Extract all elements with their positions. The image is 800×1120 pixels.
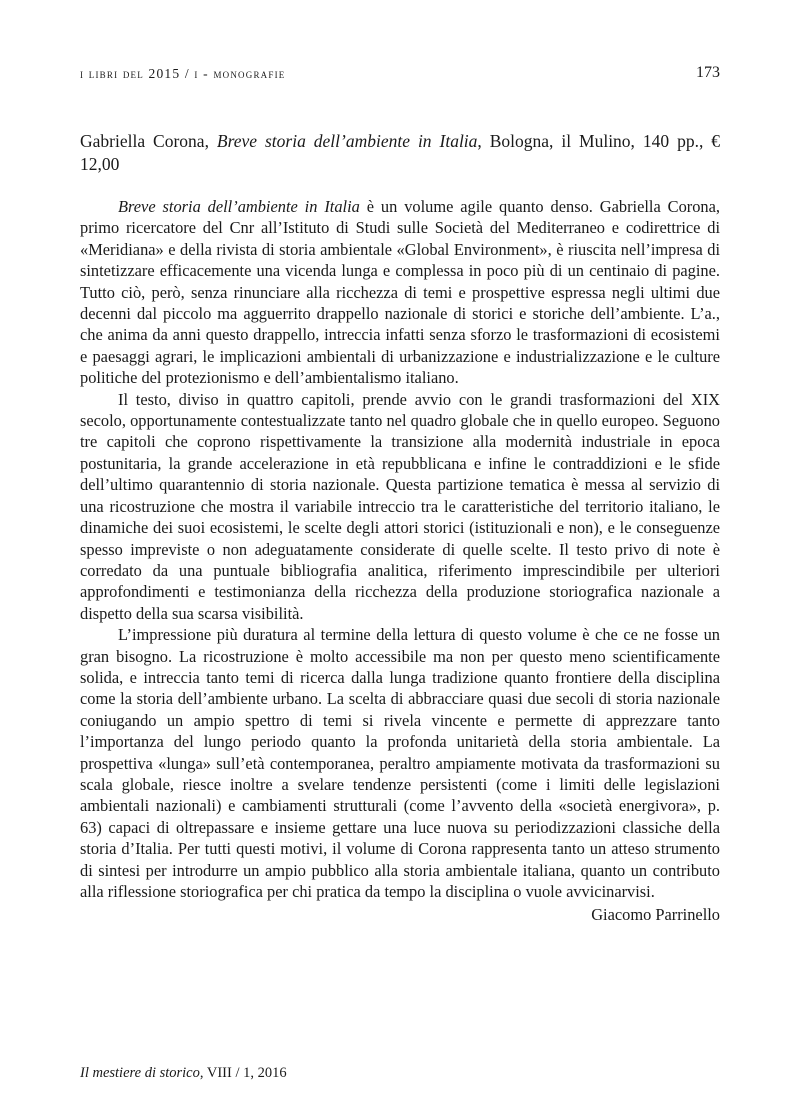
paragraph-1-book-title: Breve storia dell’ambiente in Italia (118, 197, 360, 216)
citation-details: , Bologna, il Mulino, 140 pp., € 12,00 (80, 131, 721, 174)
journal-footer (80, 1065, 287, 1082)
journal-name: Il mestiere di storico (80, 1065, 200, 1081)
paragraph-2: Il testo, diviso in quattro capitoli, prende avvio con le grandi trasformazioni del XIX secolo, opportunamente contestualizzate tanto nel quadro globale che in quello europeo. Seguono tre capitoli che coprono rispettivamente la transizione alla modernità industriale in epoca postunitaria, la grande accelerazione in età repubblicana e infine le contraddizioni e le sfide dell’ultimo quarantennio di storia nazionale. Questa partizione tematica è messa al servizio di una ricostruzione che mostra il variabile intreccio tra le caratteristiche del territorio italiano, le dinamiche dei suoi ecosistemi, le scelte degli attori storici (istituzionali e non), e le conseguenze spesso impreviste o non adeguatamente considerate di quelle scelte. Il testo privo di note è corredato da una puntuale bibliografia analitica, riferimento imprescindibile per ulteriori approfondimenti e testimonianza della ricchezza della produzione storiografica nazionale a dispetto della sua scarsa visibilità. (80, 389, 720, 623)
page-number: 173 (696, 64, 720, 81)
paragraph-1 (80, 196, 720, 389)
review-body (80, 196, 720, 926)
citation-author: Gabriella Corona, (80, 131, 209, 151)
reviewer-signature: Giacomo Parrinello (591, 905, 720, 925)
citation-title: Breve storia dell’ambiente in Italia (216, 131, 478, 151)
book-citation (80, 130, 720, 176)
journal-issue: , VIII / 1, 2016 (199, 1065, 287, 1081)
paragraph-1-text: è un volume agile quanto denso. Gabriella Corona, primo ricercatore del Cnr all’Istituto di Studi sulle Società del Mediterraneo e codirettrice di «Meridiana» e della rivista di storia ambientale «Global Environment», è riuscita nell’impresa di sintetizzare efficacemente una vicenda lunga e complessa in poco più di un centinaio di pagine. Tutto ciò, però, senza rinunciare alla ricchezza di temi e prospettive espressa negli ultimi due decenni dal piccolo ma agguerrito drappello nazionale di storici e storiche dell’ambiente. L’a., che anima da anni questo drappello, intreccia infatti senza sforzo le trasformazioni di ecosistemi e paesaggi agrari, le implicazioni ambientali di urbanizzazione e industrializzazione e le culture politiche del protezionismo e dell’ambientalismo italiano. (80, 197, 720, 388)
paragraph-3: L’impressione più duratura al termine della lettura di questo volume è che ce ne fosse un gran bisogno. La ricostruzione è molto accessibile ma non per questo meno scientificamente solida, e intreccia tanto temi di ricerca dalla lunga tradizione quanto frontiere della disciplina come la storia dell’ambiente urbano. La scelta di abbracciare quasi due secoli di storia nazionale coniugando un ampio spettro di temi si rivela vincente e permette di apprezzare tanto l’importanza del lungo periodo quanto la profonda unitarietà della storia ambientale. La prospettiva «lunga» sull’età contemporanea, peraltro ampiamente motivata da trasformazioni su scala globale, riesce inoltre a svelare tendenze persistenti (come i limiti delle legislazioni ambientali nazionali) e cambiamenti strutturali (come l’avvento della «società energivora», p. 63) capaci di oltrepassare e insieme gettare una luce nuova su periodizzazioni classiche della storia d’Italia. Per tutti questi motivi, il volume di Corona rappresenta tanto un atteso strumento di sintesi per introdurre un ampio pubblico alla storia ambientale italiana, quanto un contributo alla riflessione storiografica per chi pratica da tempo la disciplina o vuole avvicinarvisi. (80, 625, 720, 901)
running-head: i libri del 2015 / i - monografie (80, 66, 286, 81)
